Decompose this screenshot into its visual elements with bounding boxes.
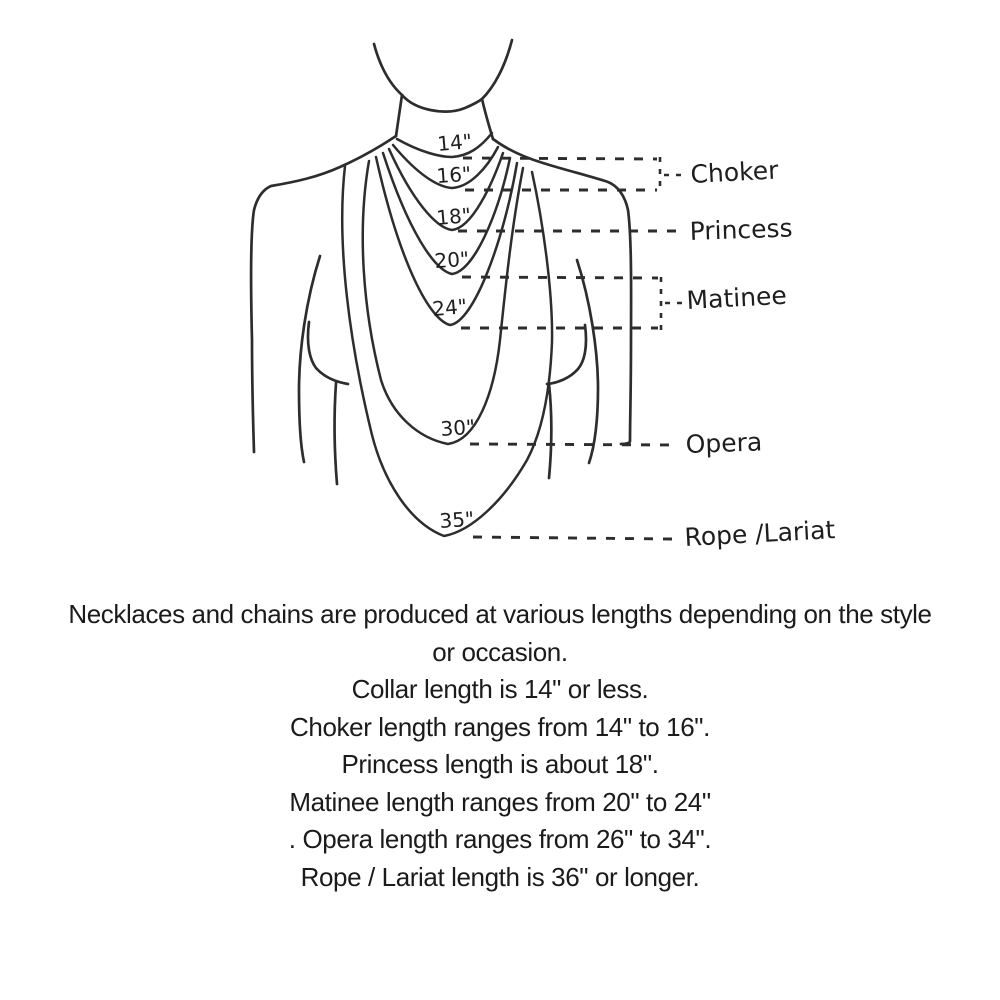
figure-head-neck-left-line bbox=[374, 44, 402, 136]
leader-line-20in bbox=[462, 277, 658, 278]
caption-line: Collar length is 14" or less. bbox=[351, 674, 649, 704]
leader-line-35in bbox=[473, 537, 673, 539]
figure-right-inner-arm-line bbox=[577, 260, 598, 463]
style-label-rope-lariat: Rope /Lariat bbox=[683, 515, 836, 552]
figure-left-inner-arm-line bbox=[299, 256, 320, 462]
caption-line: or occasion. bbox=[432, 636, 568, 667]
style-label-matinee: Matinee bbox=[685, 280, 788, 315]
length-label-14in: 14" bbox=[436, 129, 473, 156]
length-label-24in: 24" bbox=[431, 294, 468, 321]
caption-line: Choker length ranges from 14" to 16". bbox=[290, 711, 710, 742]
caption-line: Princess length is about 18". bbox=[341, 749, 659, 779]
length-label-35in: 35" bbox=[438, 506, 475, 533]
length-label-18in: 18" bbox=[435, 203, 472, 230]
figure-left-breast-line bbox=[308, 322, 348, 384]
style-label-princess: Princess bbox=[689, 213, 794, 246]
length-label-16in: 16" bbox=[435, 161, 472, 188]
length-label-30in: 30" bbox=[439, 414, 476, 441]
caption-line: Rope / Lariat length is 36" or longer. bbox=[300, 861, 700, 892]
figure-head-neck-right-line bbox=[482, 40, 512, 139]
leader-line-30in bbox=[470, 444, 676, 445]
caption-line: . Opera length ranges from 26" to 34". bbox=[288, 824, 712, 854]
figure-left-torso-line bbox=[335, 383, 337, 484]
figure-left-shoulder-arm-line bbox=[251, 136, 396, 452]
style-label-choker: Choker bbox=[689, 155, 780, 189]
caption-line: Necklaces and chains are produced at various lengths depending on the style bbox=[68, 599, 932, 629]
caption-text-block bbox=[0, 580, 1000, 896]
figure-right-torso-line bbox=[549, 384, 551, 478]
style-label-opera: Opera bbox=[685, 427, 763, 459]
figure-chin-line bbox=[402, 95, 482, 112]
length-label-20in: 20" bbox=[433, 246, 470, 273]
caption-line: Matinee length ranges from 20" to 24" bbox=[289, 786, 711, 817]
